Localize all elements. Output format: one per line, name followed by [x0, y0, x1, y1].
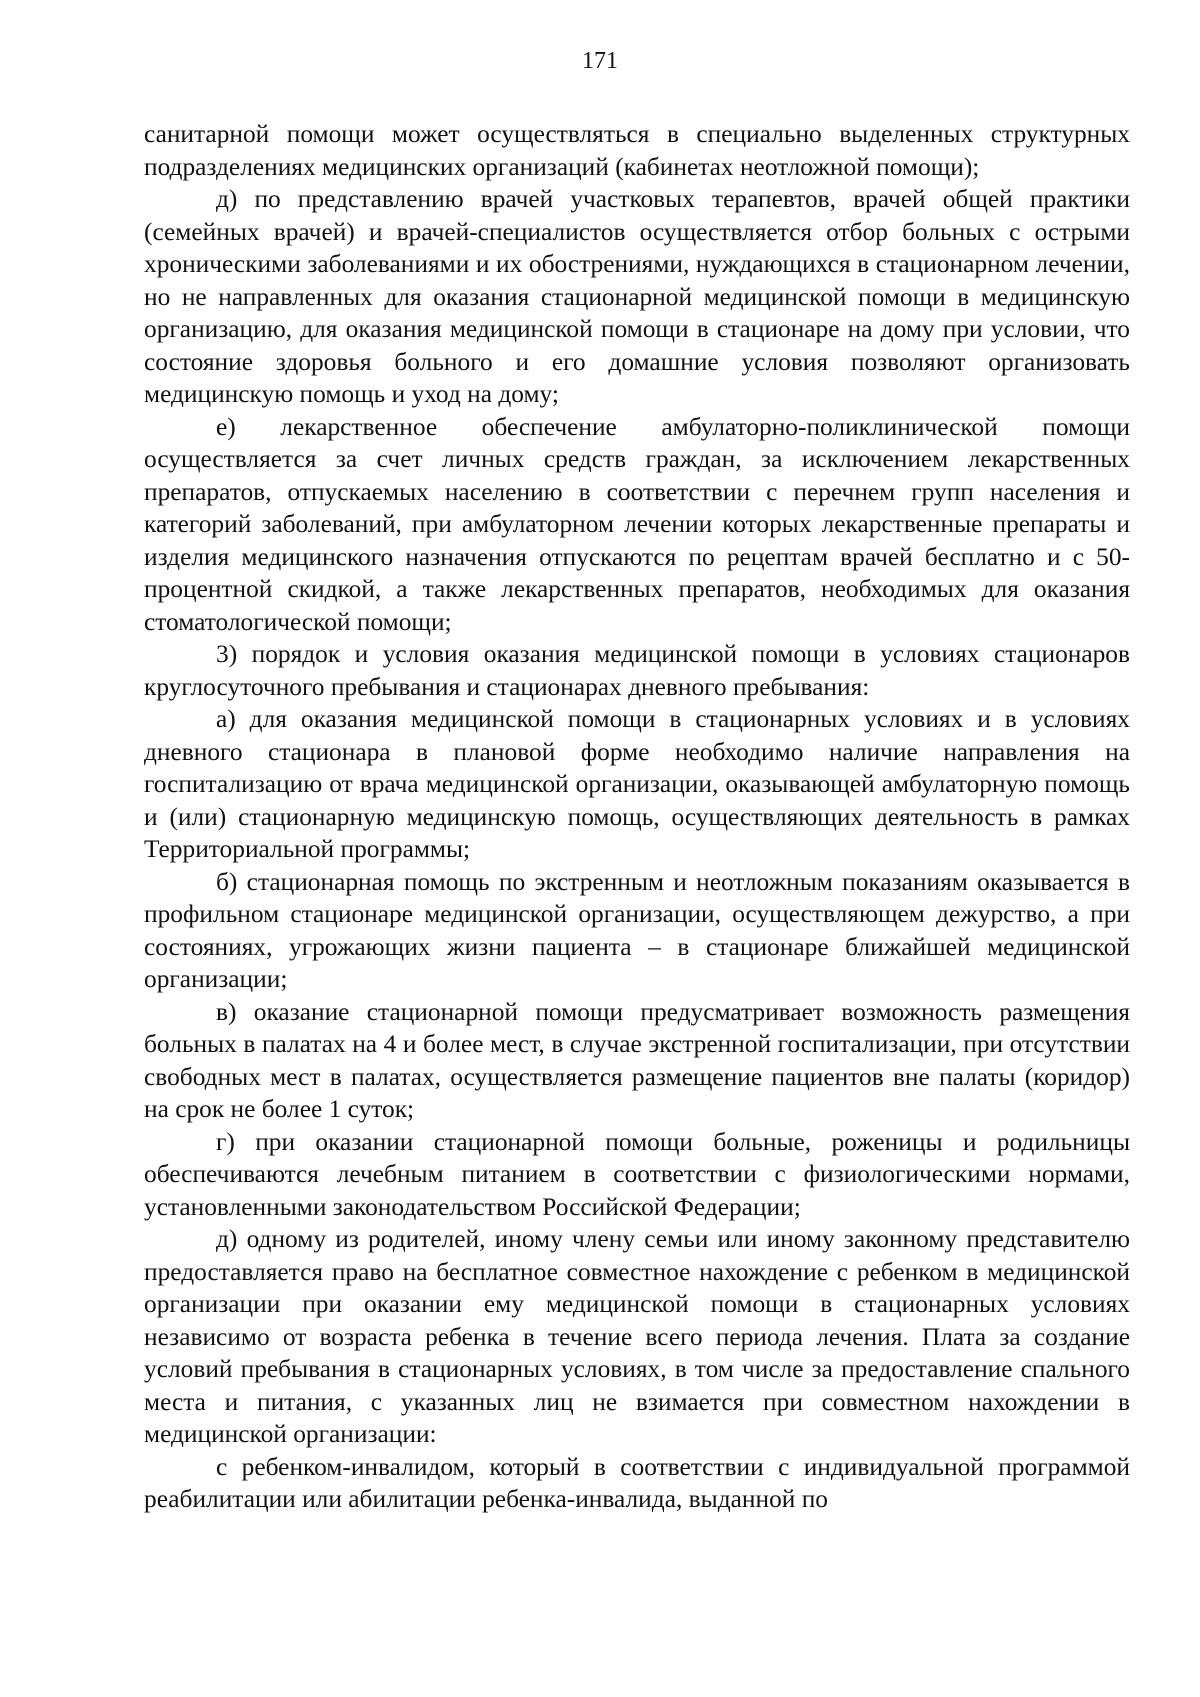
paragraph-item-d-selection: д) по представлению врачей участковых терапевтов, врачей общей практики (семейных врачей) и врачей-специалистов осуществляется отбор больных с острыми хроническими заболеваниями и их обострениями, нуждающихся в стационарном лечении, но не направленных для оказания стационарной медицинской помощи в медицинскую организацию, для оказания медицинской помощи в стационаре на дому при условии, что состояние здоровья больного и его домашние условия позволяют организовать медицинскую помощь и уход на дому; — [144, 185, 1130, 408]
paragraph-item-b-emergency: б) стационарная помощь по экстренным и неотложным показаниям оказывается в профильном стационаре медицинской организации, осуществляющем дежурство, а при состояниях, угрожающих жизни пациента – в стационаре ближайшей медицинской организации; — [144, 867, 1130, 993]
paragraph-item-e-drug-provision: е) лекарственное обеспечение амбулаторно-поликлинической помощи осуществляется за счет личных средств граждан, за исключением лекарственных препаратов, отпускаемых населению в соответствии с перечнем групп населения и категорий заболеваний, при амбулаторном лечении которых лекарственные препараты и изделия медицинского назначения отпускаются по рецептам врачей бесплатно и с 50-процентной скидкой, а также лекарственных препаратов, необходимых для оказания стоматологической помощи; — [144, 412, 1130, 636]
paragraph-disabled-child: с ребенком-инвалидом, который в соответствии с индивидуальной программой реабилитации или абилитации ребенка-инвалида, выданной по — [144, 1452, 1130, 1513]
document-body — [144, 118, 1130, 1516]
page-number: 171 — [582, 48, 618, 74]
paragraph-item-v-placement: в) оказание стационарной помощи предусматривает возможность размещения больных в палатах на 4 и более мест, в случае экстренной госпитализации, при отсутствии свободных мест в палатах, осуществляется размещение пациентов вне палаты (коридор) на срок не более 1 суток; — [144, 997, 1130, 1123]
paragraph-item-d-parent-stay: д) одному из родителей, иному члену семьи или иному законному представителю предоставляется право на бесплатное совместное нахождение с ребенком в медицинской организации при оказании ему медицинской помощи в стационарных условиях независимо от возраста ребенка в течение всего периода лечения. Плата за создание условий пребывания в стационарных условиях, в том числе за предоставление спального места и питания, с указанных лиц не взимается при совместном нахождении в медицинской организации: — [144, 1225, 1130, 1448]
paragraph-continuation: санитарной помощи может осуществляться в специально выделенных структурных подразделениях медицинских организаций (кабинетах неотложной помощи); — [144, 120, 1130, 181]
paragraph-section-3-inpatient: 3) порядок и условия оказания медицинской помощи в условиях стационаров круглосуточного пребывания и стационарах дневного пребывания: — [144, 640, 1130, 701]
paragraph-item-g-nutrition: г) при оказании стационарной помощи больные, роженицы и родильницы обеспечиваются лечебным питанием в соответствии с физиологическими нормами, установленными законодательством Российской Федерации; — [144, 1127, 1130, 1221]
paragraph-item-a-referral: а) для оказания медицинской помощи в стационарных условиях и в условиях дневного стационара в плановой форме необходимо наличие направления на госпитализацию от врача медицинской организации, оказывающей амбулаторную помощь и (или) стационарную медицинскую помощь, осуществляющих деятельность в рамках Территориальной программы; — [144, 705, 1130, 863]
